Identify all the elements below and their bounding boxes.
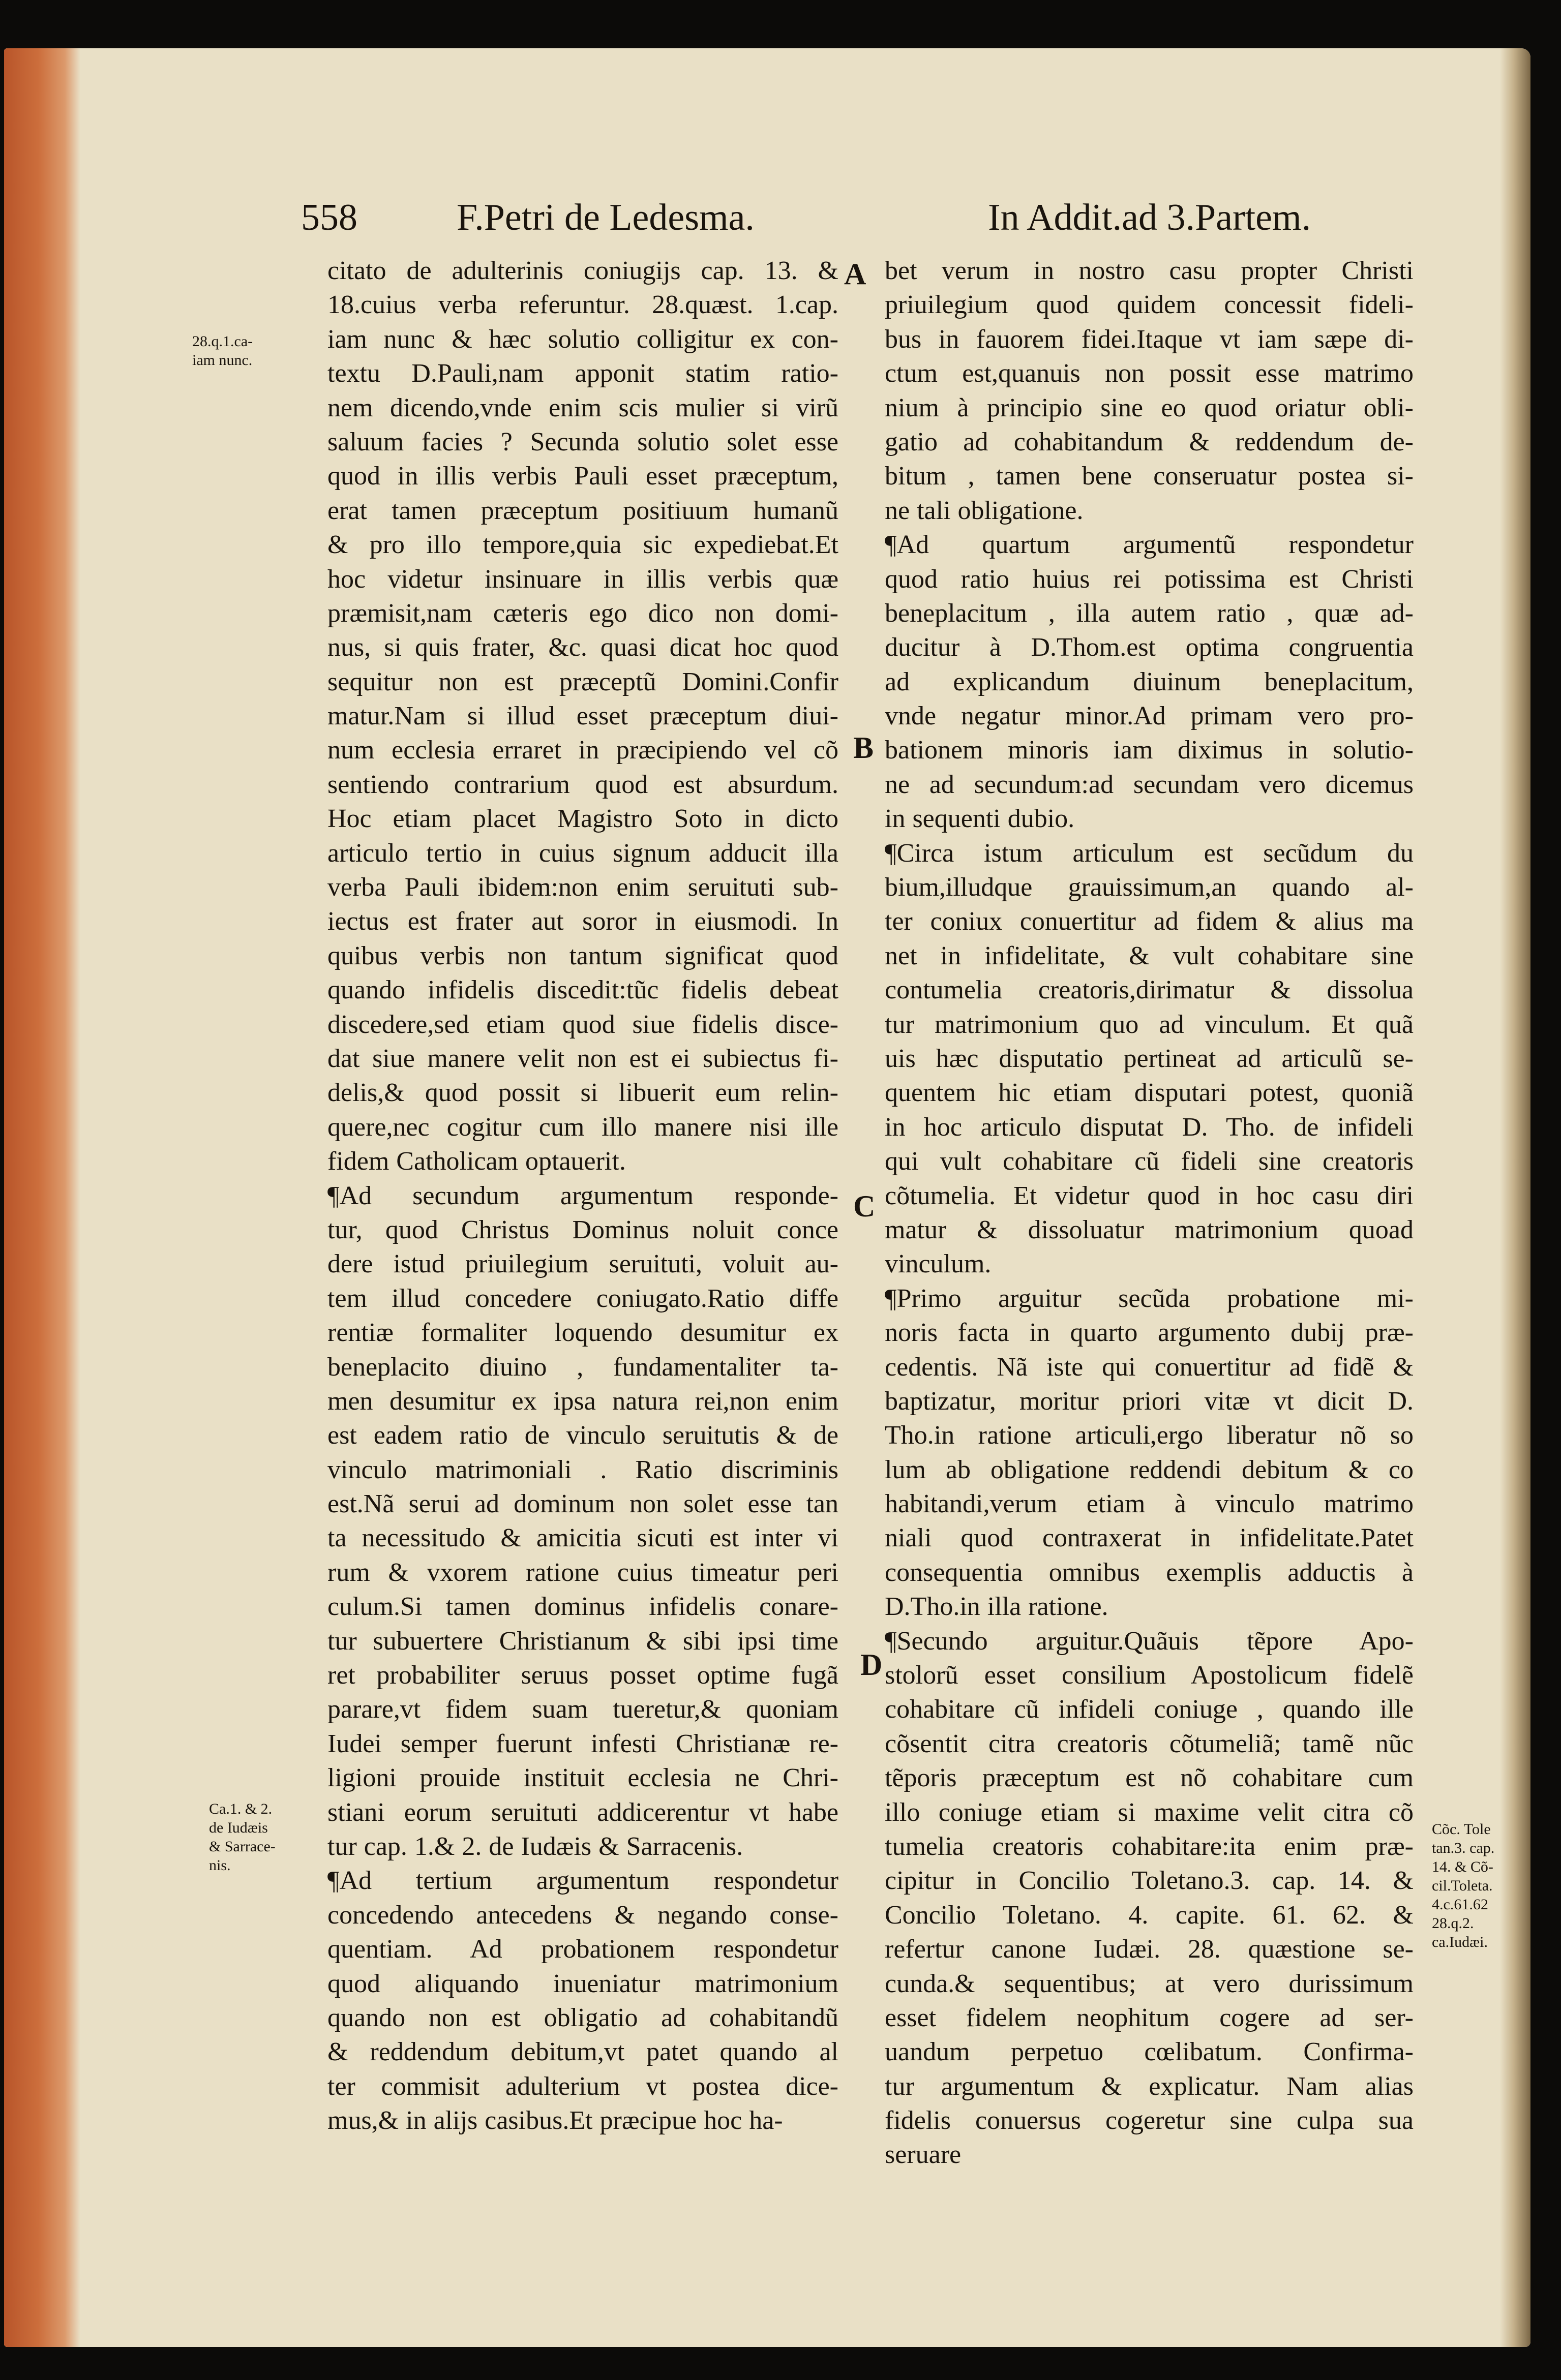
text-line: qui vult cohabitare cũ fideli sine creatoris: [885, 1147, 1414, 1176]
text-line: textu D.Pauli,nam apponit statim ratio-: [327, 359, 838, 388]
marginal-note-line: ca.Iudæi.: [1432, 1934, 1488, 1950]
text-line: quando infidelis discedit:tũc fidelis debeat: [327, 975, 838, 1005]
marginal-note-line: Ca.1. & 2.: [209, 1801, 273, 1817]
text-line: seruare: [885, 2140, 962, 2170]
page-number: 558: [301, 197, 357, 238]
marginal-note-line: 28.q.2.: [1432, 1915, 1474, 1932]
margin-letter-c: C: [853, 1189, 876, 1223]
left-marginal-note-2: [209, 1799, 276, 1875]
text-line: ta necessitudo & amicitia sicuti est inter vi: [327, 1523, 838, 1553]
text-line: niali quod contraxerat in infidelitate.Patet: [885, 1523, 1414, 1553]
book-page: [4, 48, 1530, 2347]
text-line: priuilegium quod quidem concessit fideli-: [885, 290, 1414, 320]
text-line: noris facta in quarto argumento dubij præ-: [885, 1318, 1414, 1348]
text-line: net in infidelitate, & vult cohabitare sine: [885, 941, 1414, 970]
text-line: ¶Secundo arguitur.Quãuis tẽpore Apo-: [885, 1626, 1414, 1656]
text-line: matur & dissoluatur matrimonium quoad: [885, 1215, 1414, 1244]
text-line: D.Tho.in illa ratione.: [885, 1592, 1108, 1622]
text-line: 18.cuius verba referuntur. 28.quæst. 1.cap.: [327, 290, 838, 320]
text-line: nium à principio sine eo quod oriatur obli-: [885, 393, 1414, 422]
text-line: concedendo antecedens & negando conse-: [327, 1900, 838, 1930]
text-line: in hoc articulo disputat D. Tho. de infideli: [885, 1112, 1414, 1142]
text-line: & reddendum debitum,vt patet quando al: [327, 2037, 838, 2067]
text-line: bus in fauorem fidei.Itaque vt iam sæpe di-: [885, 324, 1414, 354]
marginal-note-line: 4.c.61.62: [1432, 1896, 1488, 1913]
text-line: articulo tertio in cuius signum adducit illa: [327, 838, 838, 868]
marginal-note-line: 28.q.1.ca-: [192, 333, 253, 350]
text-line: saluum facies ? Secunda solutio solet esse: [327, 427, 838, 456]
right-text-column: [885, 254, 1414, 2172]
text-line: habitandi,verum etiam à vinculo matrimo: [885, 1489, 1414, 1519]
text-line: Hoc etiam placet Magistro Soto in dicto: [327, 804, 838, 834]
text-line: tur, quod Christus Dominus noluit conce: [327, 1215, 838, 1244]
text-line: illo coniuge etiam si maxime velit citra cõ: [885, 1797, 1414, 1827]
marginal-note-line: de Iudæis: [209, 1819, 268, 1836]
text-line: cipitur in Concilio Toletano.3. cap. 14. &: [885, 1866, 1414, 1896]
text-line: discedere,sed etiam quod siue fidelis disce-: [327, 1010, 838, 1039]
text-line: refertur canone Iudæi. 28. quæstione se-: [885, 1935, 1414, 1964]
text-line: uandum perpetuo cœlibatum. Confirma-: [885, 2037, 1414, 2067]
page-spine-shadow: [1500, 48, 1530, 2347]
text-line: stolorũ esset consilium Apostolicum fidelẽ: [885, 1661, 1414, 1690]
text-line: contumelia creatoris,dirimatur & dissolua: [885, 975, 1414, 1005]
text-line: quod ratio huius rei potissima est Christi: [885, 564, 1414, 594]
text-line: delis,& quod possit si libuerit eum relin-: [327, 1078, 838, 1108]
text-line: quod aliquando inueniatur matrimonium: [327, 1969, 838, 1998]
text-line: uis hæc disputatio pertineat ad articulũ se-: [885, 1044, 1414, 1073]
text-line: tem illud concedere coniugato.Ratio diffe: [327, 1284, 838, 1313]
margin-letter-d: D: [860, 1648, 883, 1682]
text-line: ¶Ad secundum argumentum responde-: [327, 1181, 838, 1210]
text-line: tẽporis præceptum est nõ cohabitare cum: [885, 1763, 1414, 1793]
text-line: tur matrimonium quo ad vinculum. Et quã: [885, 1010, 1414, 1039]
text-line: tumelia creatoris cohabitare:ita enim præ-: [885, 1832, 1414, 1861]
text-line: bet verum in nostro casu propter Christi: [885, 256, 1414, 285]
text-line: in sequenti dubio.: [885, 804, 1075, 834]
text-line: præmisit,nam cæteris ego dico non domi-: [327, 598, 838, 628]
text-line: parare,vt fidem suam tueretur,& quoniam: [327, 1695, 838, 1724]
text-line: ne ad secundum:ad secundam vero dicemus: [885, 770, 1414, 799]
marginal-note-line: nis.: [209, 1857, 231, 1874]
text-line: sequitur non est præceptũ Domini.Confir: [327, 667, 838, 696]
text-line: ctum est,quanuis non possit esse matrimo: [885, 359, 1414, 388]
text-line: quentiam. Ad probationem respondetur: [327, 1935, 838, 1964]
text-line: bitum , tamen bene conseruatur postea si-: [885, 462, 1414, 491]
text-line: Concilio Toletano. 4. capite. 61. 62. &: [885, 1900, 1414, 1930]
text-line: lum ab obligatione reddendi debitum & co: [885, 1455, 1414, 1484]
left-marginal-note-1: [192, 332, 253, 370]
text-line: gatio ad cohabitandum & reddendum de-: [885, 427, 1414, 456]
text-line: ter coniux conuertitur ad fidem & alius ma: [885, 907, 1414, 936]
marginal-note-line: cil.Toleta.: [1432, 1877, 1493, 1894]
text-line: num ecclesia erraret in præcipiendo vel cõ: [327, 736, 838, 765]
marginal-note-line: 14. & Cõ-: [1432, 1858, 1493, 1875]
text-line: consequentia omnibus exemplis adductis à: [885, 1558, 1414, 1587]
right-marginal-note-1: [1432, 1820, 1494, 1951]
text-line: dere istud priuilegium seruituti, voluit au-: [327, 1249, 838, 1279]
text-line: & pro illo tempore,quia sic expediebat.Et: [327, 530, 838, 560]
text-line: culum.Si tamen dominus infidelis conare-: [327, 1592, 838, 1622]
text-line: ¶Primo arguitur secũda probatione mi-: [885, 1284, 1414, 1313]
text-line: ret probabiliter seruus posset optime fugã: [327, 1661, 838, 1690]
marginal-note-line: & Sarrace-: [209, 1838, 276, 1855]
text-line: ¶Ad tertium argumentum respondetur: [327, 1866, 838, 1896]
text-line: men desumitur ex ipsa natura rei,non enim: [327, 1386, 838, 1416]
text-line: vnde negatur minor.Ad primam vero pro-: [885, 701, 1414, 731]
text-line: tur argumentum & explicatur. Nam alias: [885, 2071, 1414, 2101]
text-line: cõsentit citra creatoris cõtumeliã; tamẽ nũc: [885, 1729, 1414, 1758]
margin-letter-b: B: [853, 731, 874, 765]
margin-letter-a: A: [844, 257, 866, 291]
text-line: iam nunc & hæc solutio colligitur ex con-: [327, 324, 838, 354]
text-line: quentem hic etiam disputari potest, quoniã: [885, 1078, 1414, 1108]
text-line: ter commisit adulterium vt postea dice-: [327, 2071, 838, 2101]
text-line: ne tali obligatione.: [885, 496, 1084, 525]
text-line: tur subuertere Christianum & sibi ipsi time: [327, 1626, 838, 1656]
text-line: bationem minoris iam diximus in solutio-: [885, 736, 1414, 765]
text-line: Iudei semper fuerunt infesti Christianæ re-: [327, 1729, 838, 1758]
text-line: quere,nec cogitur cum illo manere nisi ille: [327, 1112, 838, 1142]
text-line: baptizatur, moritur priori vitæ vt dicit D.: [885, 1386, 1414, 1416]
text-line: Tho.in ratione articuli,ergo liberatur nõ so: [885, 1421, 1414, 1450]
text-line: quibus verbis non tantum significat quod: [327, 941, 838, 970]
text-line: stiani eorum seruituti addicerentur vt habe: [327, 1797, 838, 1827]
text-line: ducitur à D.Thom.est optima congruentia: [885, 633, 1414, 662]
text-line: rum & vxorem ratione cuius timeatur peri: [327, 1558, 838, 1587]
text-line: vinculo matrimoniali . Ratio discriminis: [327, 1455, 838, 1484]
text-line: est eadem ratio de vinculo seruitutis & de: [327, 1421, 838, 1450]
text-line: sentiendo contrarium quod est absurdum.: [327, 770, 838, 799]
text-line: nem dicendo,vnde enim scis mulier si virũ: [327, 393, 838, 422]
left-running-title: F.Petri de Ledesma.: [457, 197, 755, 238]
text-line: cõtumelia. Et videtur quod in hoc casu diri: [885, 1181, 1414, 1210]
marginal-note-line: iam nunc.: [192, 352, 253, 369]
right-running-title: In Addit.ad 3.Partem.: [988, 197, 1311, 238]
text-line: nus, si quis frater, &c. quasi dicat hoc quod: [327, 633, 838, 662]
text-line: quando non est obligatio ad cohabitandũ: [327, 2003, 838, 2032]
page-edge-stain: [4, 48, 80, 2347]
text-line: cunda.& sequentibus; at vero durissimum: [885, 1969, 1414, 1998]
text-line: verba Pauli ibidem:non enim seruituti sub-: [327, 873, 838, 902]
left-text-column: [327, 254, 838, 2138]
text-line: citato de adulterinis coniugijs cap. 13. &: [327, 256, 838, 285]
text-line: ¶Circa istum articulum est secũdum du: [885, 838, 1414, 868]
text-line: ad explicandum diuinum beneplacitum,: [885, 667, 1414, 696]
text-line: fidelis conuersus cogeretur sine culpa sua: [885, 2106, 1414, 2135]
text-line: fidem Catholicam optauerit.: [327, 1147, 626, 1176]
text-line: dat siue manere velit non est ei subiectus fi-: [327, 1044, 838, 1073]
text-line: ¶Ad quartum argumentũ respondetur: [885, 530, 1414, 560]
marginal-note-line: tan.3. cap.: [1432, 1840, 1495, 1856]
text-line: esset fidelem neophitum cogere ad ser-: [885, 2003, 1414, 2032]
text-line: vinculum.: [885, 1249, 992, 1279]
text-line: beneplacito diuino , fundamentaliter ta-: [327, 1352, 838, 1382]
text-line: beneplacitum , illa autem ratio , quæ ad-: [885, 598, 1414, 628]
text-line: tur cap. 1.& 2. de Iudæis & Sarracenis.: [327, 1832, 743, 1861]
text-line: cedentis. Nã iste qui conuertitur ad fidẽ &: [885, 1352, 1414, 1382]
text-line: rentiæ formaliter loquendo desumitur ex: [327, 1318, 838, 1348]
text-line: cohabitare cũ infideli coniuge , quando ille: [885, 1695, 1414, 1724]
text-line: erat tamen præceptum positiuum humanũ: [327, 496, 838, 525]
text-line: mus,& in alijs casibus.Et præcipue hoc ha-: [327, 2106, 783, 2135]
text-line: iectus est frater aut soror in eiusmodi. In: [327, 907, 838, 936]
text-line: bium,illudque grauissimum,an quando al-: [885, 873, 1414, 902]
text-line: hoc videtur insinuare in illis verbis quæ: [327, 564, 838, 594]
text-line: est.Nã serui ad dominum non solet esse tan: [327, 1489, 838, 1519]
text-line: ligioni prouide instituit ecclesia ne Chri-: [327, 1763, 838, 1793]
text-line: matur.Nam si illud esset præceptum diui-: [327, 701, 838, 731]
text-line: quod in illis verbis Pauli esset præceptum,: [327, 462, 838, 491]
marginal-note-line: Cõc. Tole: [1432, 1821, 1491, 1838]
